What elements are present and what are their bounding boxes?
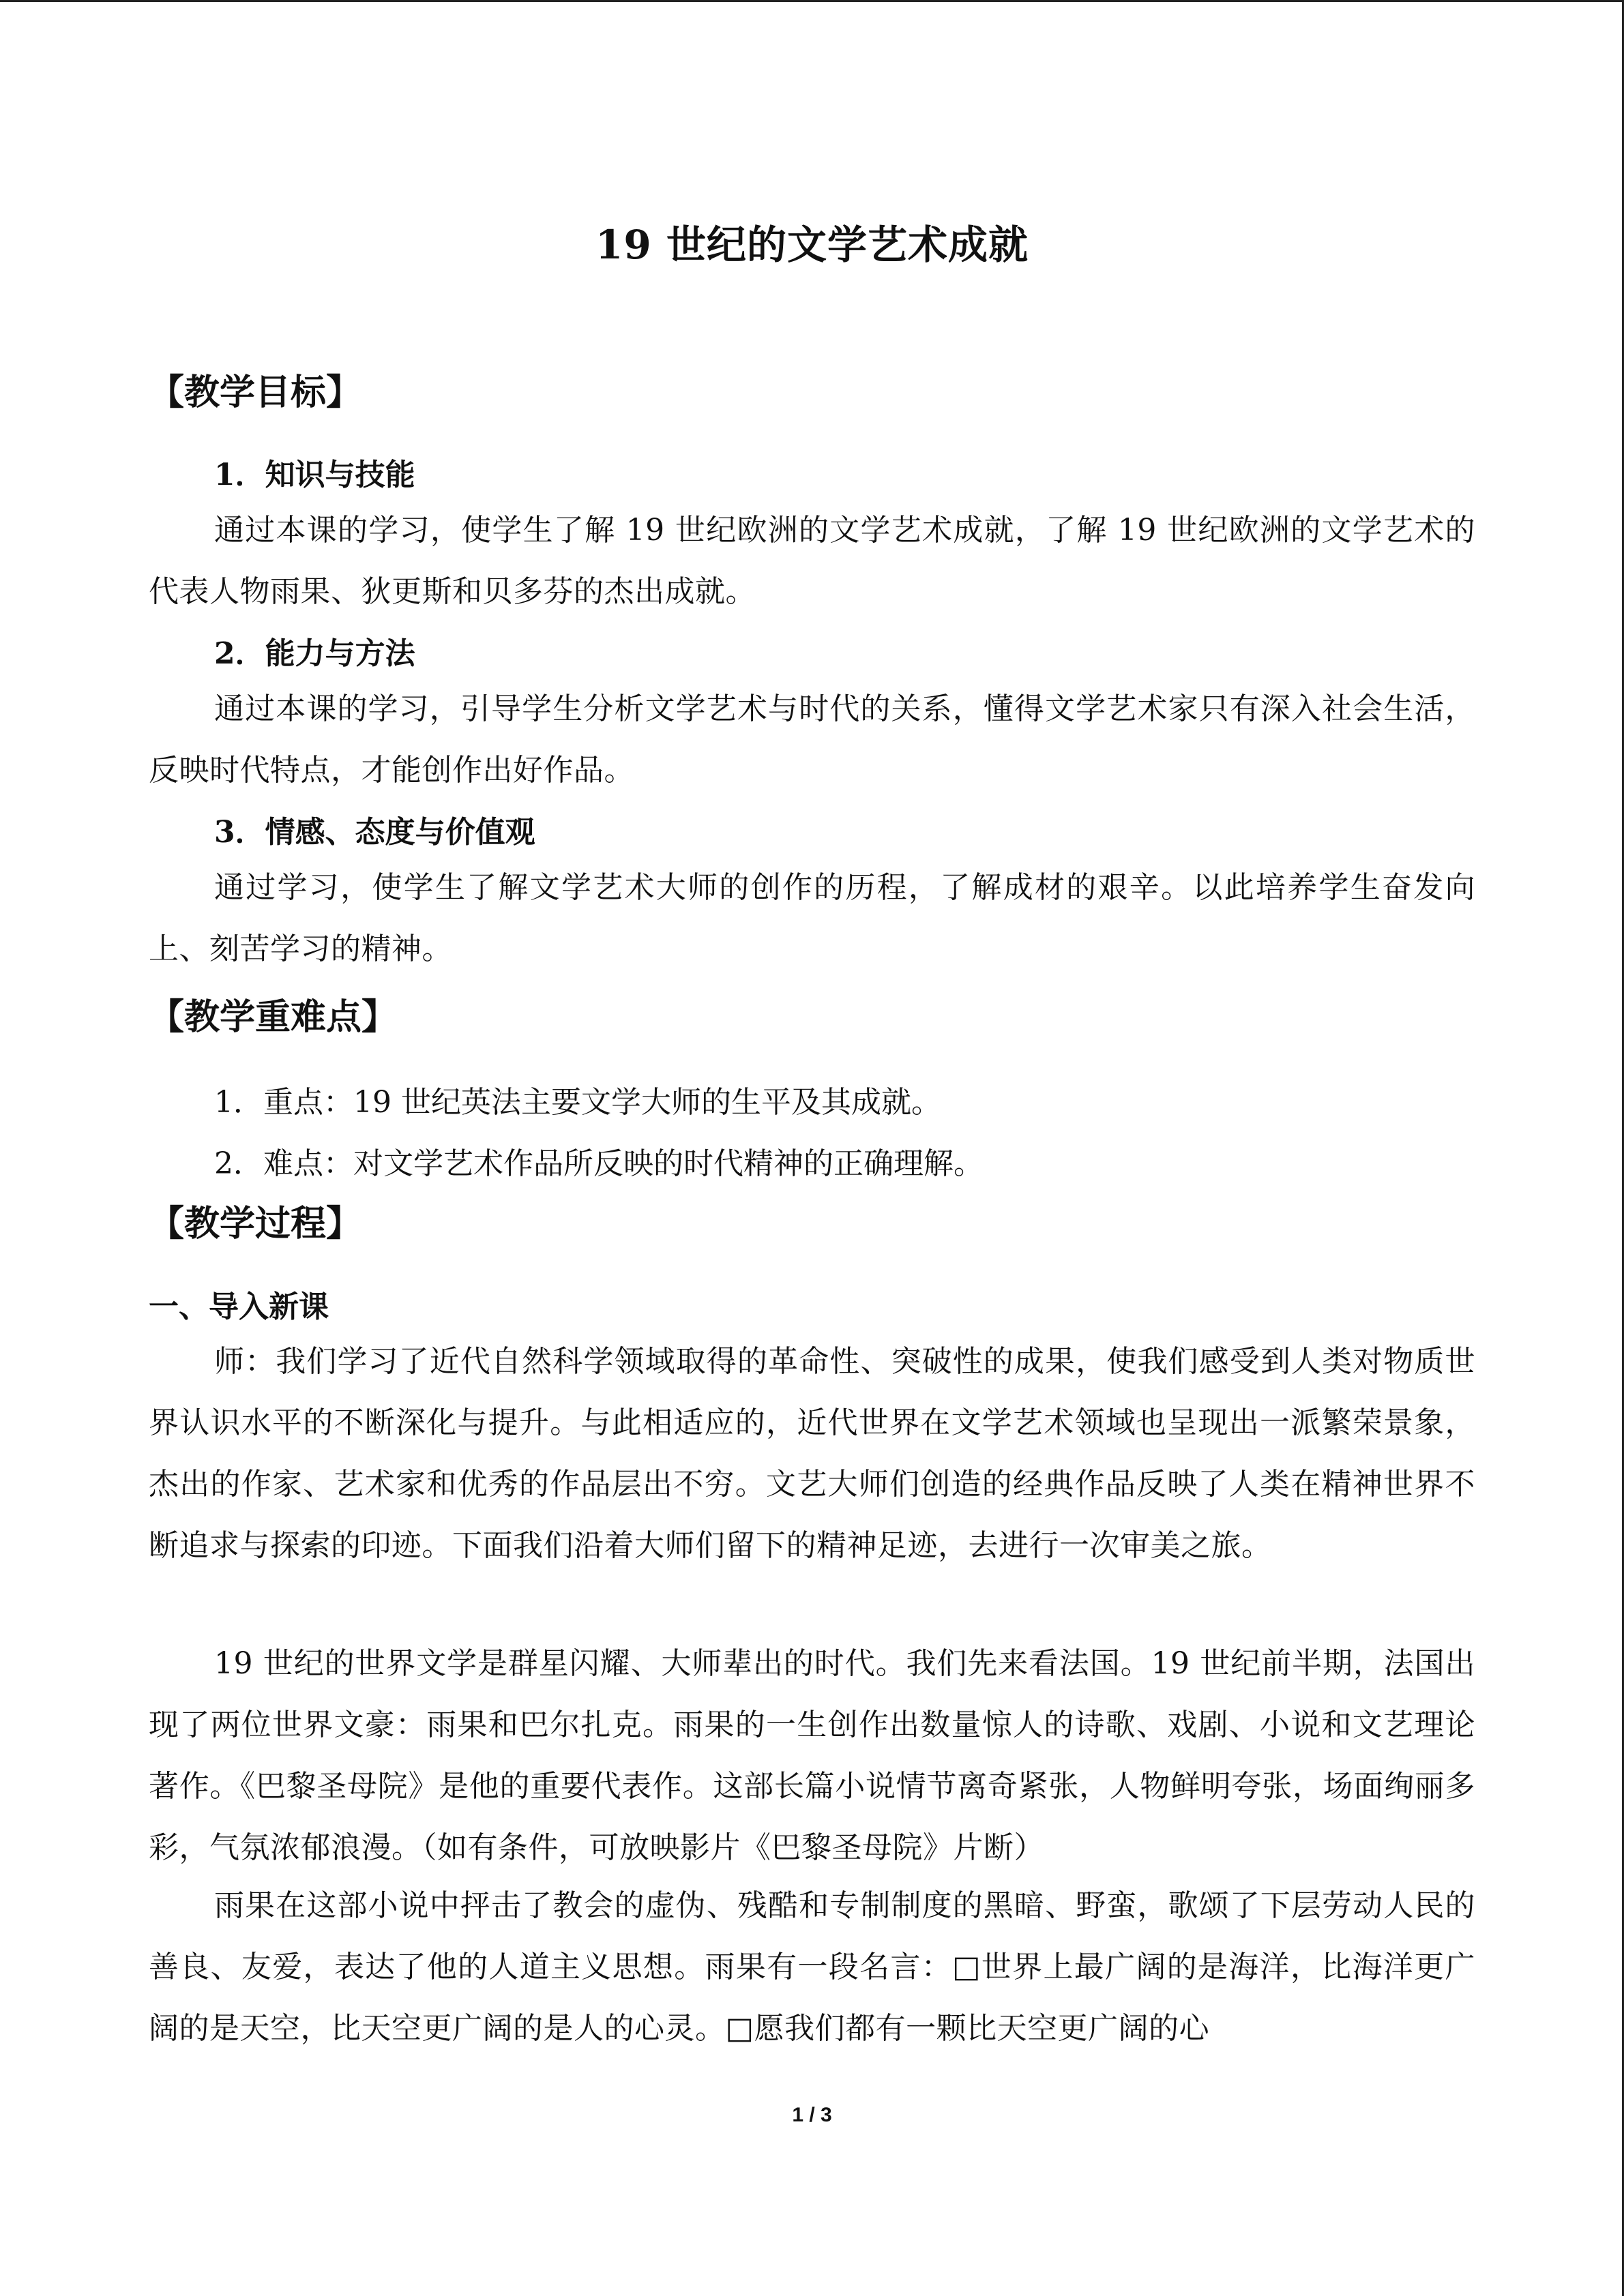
keypoint-item-difficulty: 2．难点：对文学艺术作品所反映的时代精神的正确理解。 — [214, 1146, 984, 1181]
keypoint-item-focus: 1．重点：19 世纪英法主要文学大师的生平及其成就。 — [214, 1085, 941, 1120]
paragraph-emotion-values: 通过学习，使学生了解文学艺术大师的创作的历程，了解成材的艰辛。以此培养学生奋发向上、刻苦学习的精神。 — [149, 870, 1475, 966]
subheading-ability-method: 2．能力与方法 — [214, 636, 415, 671]
subheading-emotion-values: 3．情感、态度与价值观 — [214, 815, 535, 850]
paragraph-hugo-quote: 雨果在这部小说中抨击了教会的虚伪、残酷和专制制度的黑暗、野蛮，歌颂了下层劳动人民的善良、友爱，表达了他的人道主义思想。雨果有一段名言：□世界上最广阔的是海洋，比海洋更广阔的是天空，比天空更广阔的是人的心灵。□愿我们都有一颗比天空更广阔的心 — [149, 1888, 1475, 2046]
subheading-knowledge-skills: 1．知识与技能 — [214, 458, 415, 492]
section-heading-keypoints: 【教学重难点】 — [149, 996, 398, 1038]
document-title: 19 世纪的文学艺术成就 — [595, 222, 1029, 268]
paragraph-intro-teacher: 师：我们学习了近代自然科学领域取得的革命性、突破性的成果，使我们感受到人类对物质世界认识水平的不断深化与提升。与此相适应的，近代世界在文学艺术领域也呈现出一派繁荣景象，杰出的作家、艺术家和优秀的作品层出不穷。文艺大师们创造的经典作品反映了人类在精神世界不断追求与探索的印迹。下面我们沿着大师们留下的精神足迹，去进行一次审美之旅。 — [149, 1344, 1475, 1563]
paragraph-ability-method: 通过本课的学习，引导学生分析文学艺术与时代的关系，懂得文学艺术家只有深入社会生活，反映时代特点，才能创作出好作品。 — [149, 691, 1475, 788]
subheading-introduction: 一、导入新课 — [149, 1289, 329, 1324]
paragraph-19th-century-literature: 19 世纪的世界文学是群星闪耀、大师辈出的时代。我们先来看法国。19 世纪前半期，法国出现了两位世界文豪：雨果和巴尔扎克。雨果的一生创作出数量惊人的诗歌、戏剧、小说和文艺理论著作。《巴黎圣母院》是他的重要代表作。这部长篇小说情节离奇紧张，人物鲜明夸张，场面绚丽多彩，气氛浓郁浪漫。（如有条件，可放映影片《巴黎圣母院》片断） — [149, 1646, 1475, 1865]
section-heading-process: 【教学过程】 — [149, 1203, 362, 1244]
page-number: 1 / 3 — [792, 2104, 832, 2126]
section-heading-objectives: 【教学目标】 — [149, 372, 362, 413]
paragraph-knowledge-skills: 通过本课的学习，使学生了解 19 世纪欧洲的文学艺术成就，了解 19 世纪欧洲的文学艺术的代表人物雨果、狄更斯和贝多芬的杰出成就。 — [149, 513, 1475, 609]
